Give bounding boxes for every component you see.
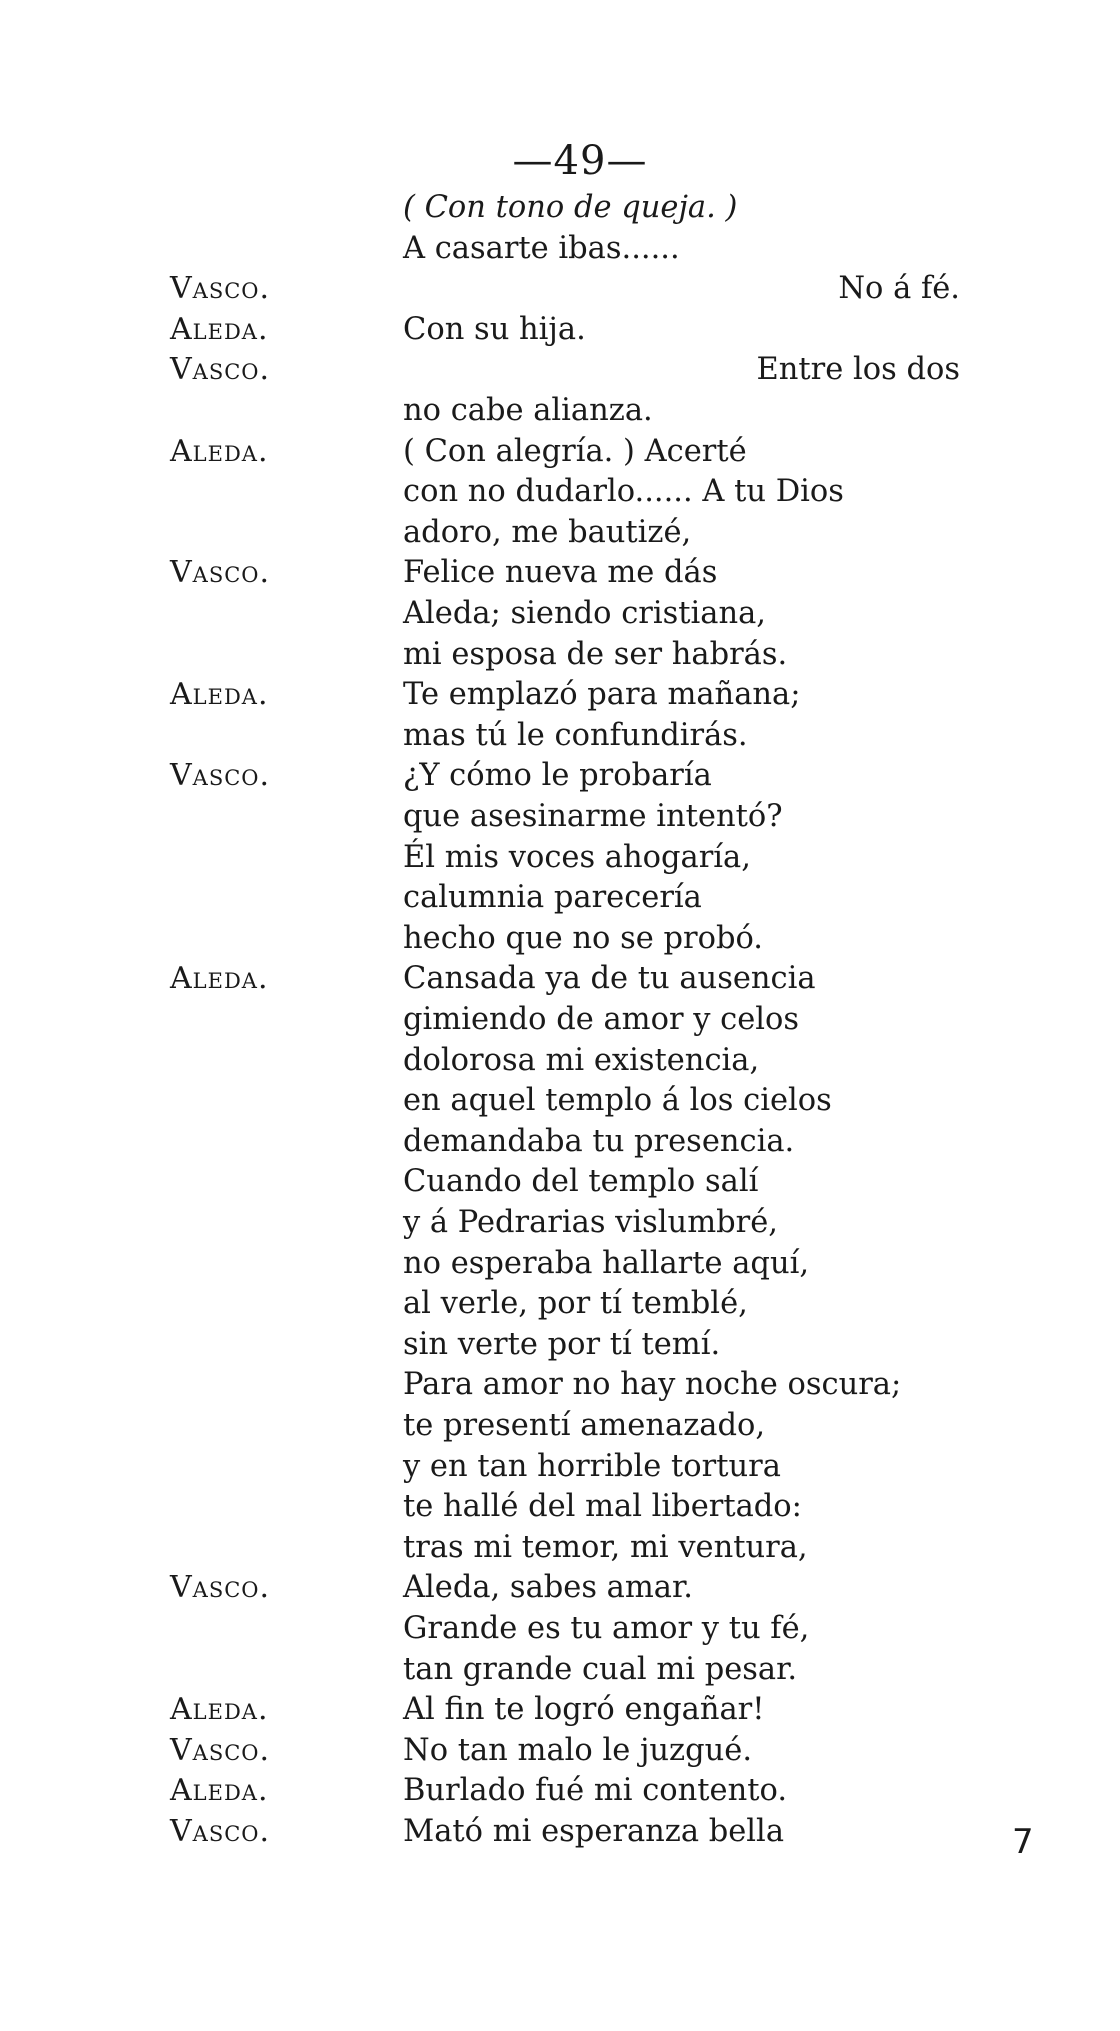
- verse-line: [0, 1122, 1120, 1162]
- verse-text: tan grande cual mi pesar.: [403, 1651, 798, 1687]
- verse-text: al verle, por tí temblé,: [403, 1286, 748, 1322]
- verse-line: [0, 1041, 1120, 1081]
- verse-line: [0, 1081, 1120, 1121]
- verse-text: mi esposa de ser habrás.: [403, 636, 788, 672]
- verse-text: A casarte ibas......: [403, 230, 680, 266]
- verse-line: [0, 513, 1120, 553]
- verse-text: Te emplazó para mañana;: [403, 677, 801, 713]
- verse-text: Al fin te logró engañar!: [403, 1692, 765, 1728]
- verse-text: Aleda; siendo cristiana,: [403, 596, 766, 631]
- verse-line: [0, 269, 1120, 309]
- verse-text: calumnia parecería: [403, 880, 702, 916]
- signature-mark: 7: [1012, 1822, 1034, 1862]
- verse-text: no cabe alianza.: [403, 393, 653, 428]
- verse-text: Grande es tu amor y tu fé,: [403, 1611, 810, 1646]
- verse-line: [0, 797, 1120, 837]
- verse-line: [0, 472, 1120, 512]
- page-number: —49—: [512, 138, 648, 184]
- speaker-name: Vasco.: [170, 555, 271, 591]
- verse-text: Cuando del templo salí: [403, 1164, 759, 1200]
- verse-line: [0, 1447, 1120, 1487]
- verse-text: con no dudarlo...... A tu Dios: [403, 474, 844, 510]
- verse-text: Con su hija.: [403, 311, 586, 347]
- verse-line: [0, 838, 1120, 878]
- speaker-name: Aleda.: [170, 311, 269, 347]
- verse-line: [0, 1650, 1120, 1690]
- verse-line: [0, 391, 1120, 431]
- speaker-name: Aleda.: [170, 1773, 269, 1809]
- verse-line: [0, 635, 1120, 675]
- verse-line: [0, 1406, 1120, 1446]
- verse-line: [0, 594, 1120, 634]
- verse-line: [0, 1731, 1120, 1771]
- speaker-name: Aleda.: [170, 433, 269, 469]
- verse-line: [0, 432, 1120, 472]
- verse-line: [0, 1000, 1120, 1040]
- verse-text: ¿Y cómo le probaría: [403, 758, 712, 794]
- verse-line: [0, 959, 1120, 999]
- verse-line: [0, 229, 1120, 269]
- verse-line: [0, 1690, 1120, 1730]
- verse-line: [0, 1325, 1120, 1365]
- verse-line: [0, 919, 1120, 959]
- verse-text: que asesinarme intentó?: [403, 799, 783, 834]
- speaker-name: Vasco.: [170, 758, 271, 794]
- verse-text: Mató mi esperanza bella: [403, 1814, 784, 1849]
- verse-line: [0, 1812, 1120, 1852]
- verse-text: Él mis voces ahogaría,: [403, 839, 751, 875]
- verse-text: Felice nueva me dás: [403, 555, 718, 591]
- verse-text: No tan malo le juzgué.: [403, 1732, 753, 1768]
- verse-text: tras mi temor, mi ventura,: [403, 1529, 808, 1565]
- verse-text: Entre los dos: [756, 352, 960, 388]
- stage-direction: ( Con tono de queja. ): [403, 190, 738, 225]
- verse-text: demandaba tu presencia.: [403, 1123, 795, 1159]
- verse-text: adoro, me bautizé,: [403, 514, 692, 550]
- verse-line: [0, 188, 1120, 228]
- speaker-name: Aleda.: [170, 677, 269, 713]
- verse-line: [0, 675, 1120, 715]
- verse-line: [0, 1771, 1120, 1811]
- verse-line: [0, 878, 1120, 918]
- verse-text: te presentí amenazado,: [403, 1408, 766, 1443]
- verse-line: [0, 553, 1120, 593]
- speaker-name: Vasco.: [170, 1814, 271, 1849]
- verse-text: te hallé del mal libertado:: [403, 1489, 802, 1525]
- verse-line: [0, 1162, 1120, 1202]
- verse-line: [0, 1244, 1120, 1284]
- verse-text: dolorosa mi existencia,: [403, 1042, 760, 1078]
- verse-line: [0, 1487, 1120, 1527]
- verse-text: gimiendo de amor y celos: [403, 1002, 800, 1037]
- verse-text: sin verte por tí temí.: [403, 1326, 721, 1362]
- verse-line: [0, 1284, 1120, 1324]
- verse-text: No á fé.: [838, 271, 960, 307]
- verse-text: Cansada ya de tu ausencia: [403, 961, 816, 997]
- verse-text: Burlado fué mi contento.: [403, 1773, 788, 1809]
- speaker-name: Vasco.: [170, 1732, 271, 1768]
- verse-line: [0, 310, 1120, 350]
- verse-line: [0, 1528, 1120, 1568]
- verse-line: [0, 1568, 1120, 1608]
- speaker-name: Vasco.: [170, 1570, 271, 1606]
- verse-line: [0, 1609, 1120, 1649]
- verse-line: [0, 756, 1120, 796]
- verse-text: y en tan horrible tortura: [403, 1448, 781, 1484]
- verse-line: [0, 350, 1120, 390]
- speaker-name: Vasco.: [170, 271, 271, 307]
- verse-line: [0, 1203, 1120, 1243]
- verse-text: mas tú le confundirás.: [403, 717, 748, 753]
- verse-text: no esperaba hallarte aquí,: [403, 1245, 810, 1281]
- verse-text: Aleda, sabes amar.: [403, 1570, 693, 1606]
- speaker-name: Aleda.: [170, 961, 269, 997]
- verse-text: en aquel templo á los cielos: [403, 1083, 832, 1119]
- verse-text: hecho que no se probó.: [403, 920, 763, 956]
- speaker-name: Vasco.: [170, 352, 271, 388]
- verse-text: y á Pedrarias vislumbré,: [403, 1205, 778, 1240]
- verse-text: ( Con alegría. ) Acerté: [403, 433, 747, 469]
- verse-line: [0, 716, 1120, 756]
- verse-text: Para amor no hay noche oscura;: [403, 1367, 902, 1403]
- verse-line: [0, 1365, 1120, 1405]
- speaker-name: Aleda.: [170, 1692, 269, 1728]
